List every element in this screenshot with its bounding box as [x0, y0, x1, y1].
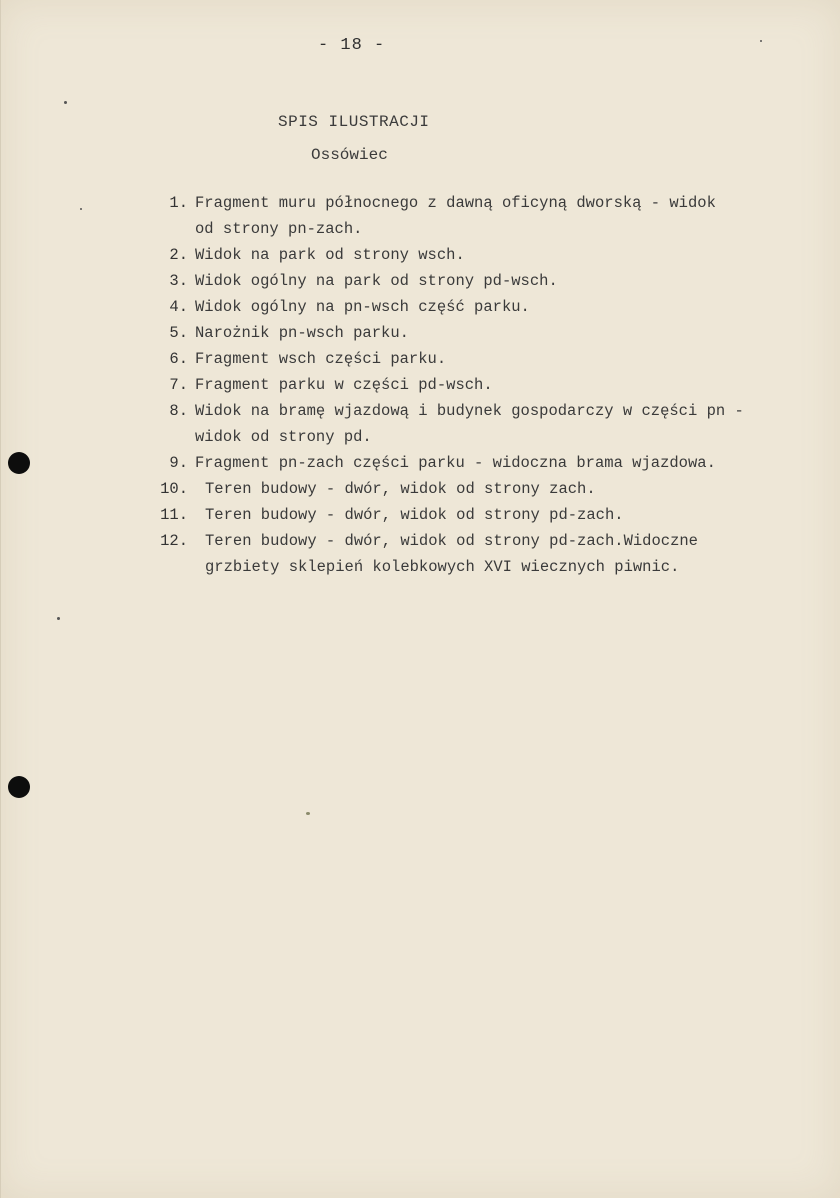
paper-speck — [306, 812, 310, 815]
page-edge — [0, 0, 1, 1198]
page-number: - 18 - — [318, 36, 386, 55]
item-number: 4. — [169, 298, 188, 316]
item-text: Fragment pn-zach części parku - widoczna brama wjazdowa. — [195, 454, 716, 472]
list-item — [0, 268, 840, 294]
item-text: Fragment parku w części pd-wsch. — [195, 376, 493, 394]
paper-speck — [760, 40, 762, 42]
item-text: Fragment wsch części parku. — [195, 350, 447, 368]
item-text-continued: od strony pn-zach. — [195, 220, 363, 238]
item-text: Widok ogólny na park od strony pd-wsch. — [195, 272, 558, 290]
item-text: Teren budowy - dwór, widok od strony pd-zach. — [205, 506, 624, 524]
document-title: SPIS ILUSTRACJI — [278, 113, 430, 131]
item-text: Widok ogólny na pn-wsch część parku. — [195, 298, 530, 316]
list-item — [0, 476, 840, 502]
item-number: 7. — [169, 376, 188, 394]
paper-speck — [57, 617, 60, 620]
item-number: 3. — [169, 272, 188, 290]
punch-hole — [8, 776, 30, 798]
list-item — [0, 346, 840, 372]
item-number: 9. — [169, 454, 188, 472]
item-number: 2. — [169, 246, 188, 264]
item-number: 12. — [160, 532, 188, 550]
item-number: 1. — [169, 194, 188, 212]
item-text-continued: grzbiety sklepień kolebkowych XVI wiecznych piwnic. — [205, 558, 680, 576]
item-number: 6. — [169, 350, 188, 368]
list-item — [0, 320, 840, 346]
item-text: Teren budowy - dwór, widok od strony zach. — [205, 480, 596, 498]
paper-speck — [80, 208, 82, 210]
item-text: Widok na park od strony wsch. — [195, 246, 465, 264]
list-item — [0, 398, 840, 450]
item-text: Fragment muru północnego z dawną oficyną dworską - widok — [195, 194, 716, 212]
item-number: 5. — [169, 324, 188, 342]
item-text: Widok na bramę wjazdową i budynek gospodarczy w części pn - — [195, 402, 744, 420]
item-number: 11. — [160, 506, 188, 524]
punch-hole — [8, 452, 30, 474]
list-item — [0, 372, 840, 398]
list-item — [0, 294, 840, 320]
document-subtitle: Ossówiec — [311, 146, 388, 164]
list-item — [0, 528, 840, 580]
list-item — [0, 190, 840, 242]
list-item — [0, 242, 840, 268]
item-text: Teren budowy - dwór, widok od strony pd-zach.Widoczne — [205, 532, 698, 550]
list-item — [0, 502, 840, 528]
item-text: Narożnik pn-wsch parku. — [195, 324, 409, 342]
list-item — [0, 450, 840, 476]
paper-speck — [64, 101, 67, 104]
illustration-list — [0, 190, 840, 580]
item-number: 10. — [160, 480, 188, 498]
item-number: 8. — [169, 402, 188, 420]
item-text-continued: widok od strony pd. — [195, 428, 372, 446]
